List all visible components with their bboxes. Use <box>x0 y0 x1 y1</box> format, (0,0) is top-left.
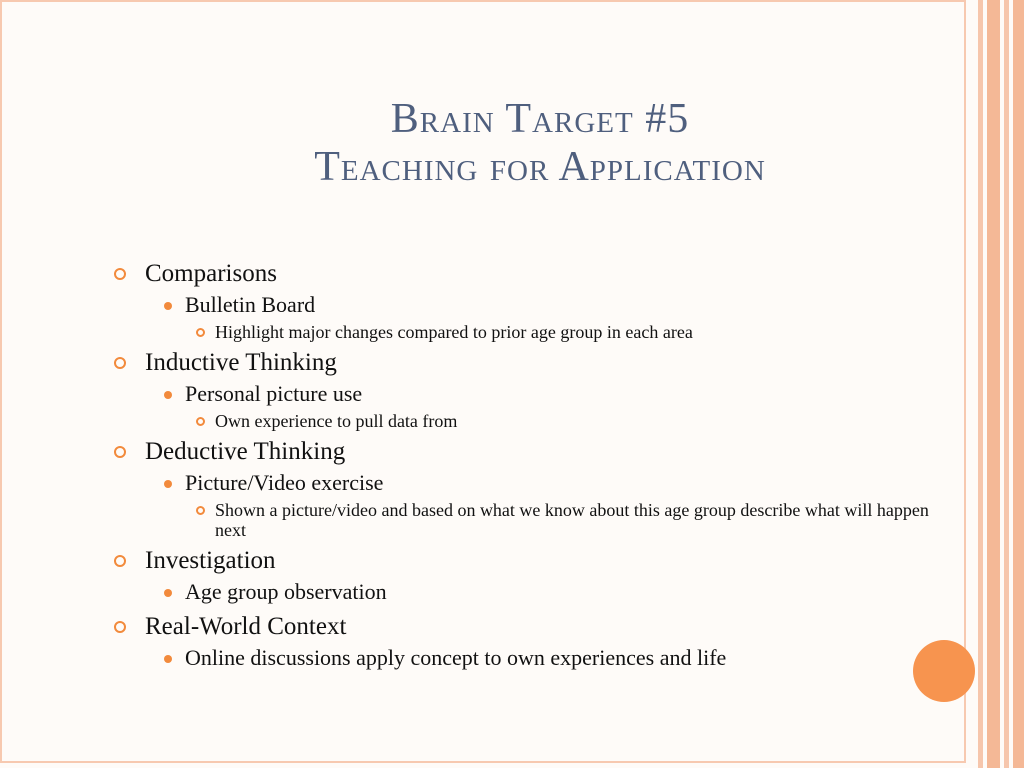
detail-bullet-item <box>114 500 945 540</box>
dot-bullet-icon <box>164 391 172 399</box>
detail-bullet-item <box>114 322 945 342</box>
ring-bullet-icon <box>114 268 126 280</box>
bullet-item <box>114 437 954 467</box>
detail-bullet-label: Own experience to pull data from <box>215 411 458 431</box>
bullet-item <box>114 348 954 378</box>
sub-bullet-item <box>114 469 954 497</box>
small-ring-bullet-icon <box>196 506 205 515</box>
dot-bullet-icon <box>164 589 172 597</box>
bullet-item <box>114 259 954 289</box>
decor-stripe <box>1004 0 1009 768</box>
slide-title <box>150 95 930 191</box>
small-ring-bullet-icon <box>196 417 205 426</box>
detail-bullet-label: Highlight major changes compared to prior age group in each area <box>215 322 693 342</box>
sub-bullet-item <box>114 291 954 319</box>
dot-bullet-icon <box>164 302 172 310</box>
dot-bullet-icon <box>164 480 172 488</box>
bullet-label: Real-World Context <box>145 613 347 640</box>
sub-bullet-label: Age group observation <box>185 579 387 604</box>
small-ring-bullet-icon <box>196 328 205 337</box>
ring-bullet-icon <box>114 357 126 369</box>
detail-bullet-item <box>114 411 945 431</box>
bullet-item <box>114 546 954 576</box>
slide-title-line-2: Teaching for Application <box>314 144 766 190</box>
bullet-list <box>114 257 954 672</box>
ring-bullet-icon <box>114 446 126 458</box>
slide-title-line-1: Brain Target #5 <box>390 96 690 142</box>
bullet-label: Deductive Thinking <box>145 438 346 465</box>
bullet-item <box>114 612 954 642</box>
bullet-label: Inductive Thinking <box>145 349 337 376</box>
decor-stripe <box>987 0 1000 768</box>
dot-bullet-icon <box>164 655 172 663</box>
detail-bullet-label: Shown a picture/video and based on what we know about this age group describe what will happen next <box>215 500 929 540</box>
sub-bullet-label: Bulletin Board <box>185 292 316 317</box>
bullet-label: Comparisons <box>145 260 277 287</box>
sub-bullet-label: Picture/Video exercise <box>185 470 384 495</box>
sub-bullet-item <box>114 644 954 672</box>
sub-bullet-item <box>114 578 954 606</box>
ring-bullet-icon <box>114 555 126 567</box>
sub-bullet-item <box>114 380 954 408</box>
decor-stripe <box>1013 0 1024 768</box>
bullet-label: Investigation <box>145 547 276 574</box>
sub-bullet-label: Personal picture use <box>185 381 363 406</box>
sub-bullet-label: Online discussions apply concept to own experiences and life <box>185 645 727 670</box>
decor-stripe <box>978 0 983 768</box>
ring-bullet-icon <box>114 621 126 633</box>
